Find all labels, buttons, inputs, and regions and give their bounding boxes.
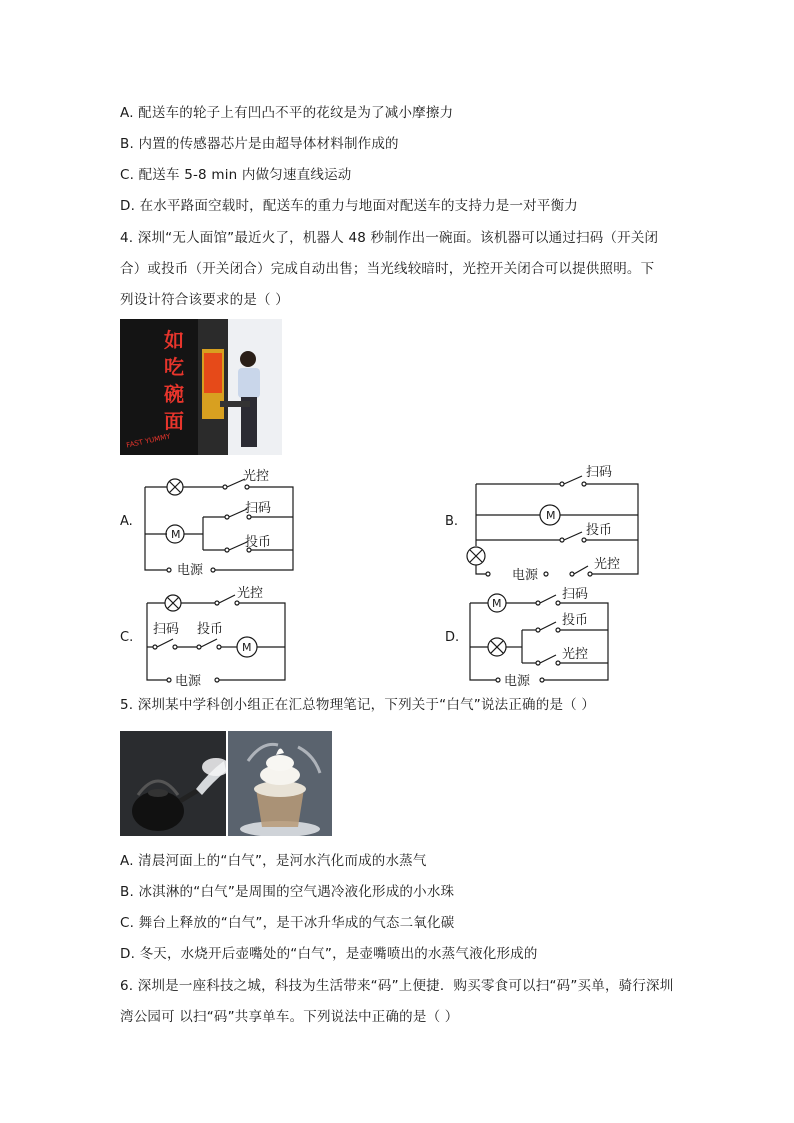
circuit-a-power-label: 电源 <box>177 563 204 577</box>
circuit-b-scan-label: 扫码 <box>586 465 613 480</box>
circuit-d-light-label: 光控 <box>562 647 589 662</box>
q5-stem: 5. 深圳某中学科创小组正在汇总物理笔记，下列关于“白气”说法正确的是（ ） <box>120 697 596 713</box>
q5-option-d: D. 冬天，水烧开后壶嘴处的“白气”，是壶嘴喷出的水蒸气液化形成的 <box>120 946 538 962</box>
circuit-d-diagram <box>460 585 620 690</box>
circuit-b-power-label: 电源 <box>512 568 539 583</box>
circuit-c-motor: M <box>242 641 252 654</box>
photo-sign-char-1: 如 <box>164 328 184 352</box>
circuit-c-label: C. <box>120 630 134 645</box>
circuit-b-diagram <box>460 462 650 584</box>
photo-sign-char-3: 碗 <box>164 382 184 406</box>
circuit-d-coin-label: 投币 <box>562 613 589 628</box>
photo-sign-char-2: 吃 <box>164 355 184 379</box>
q5-option-b: B. 冰淇淋的“白气”是周围的空气遇冷液化形成的小水珠 <box>120 884 455 900</box>
q4-stem-line1: 4. 深圳“无人面馆”最近火了，机器人 48 秒制作出一碗面。该机器可以通过扫码（开关闭 <box>120 230 659 246</box>
circuit-d-motor: M <box>492 597 502 610</box>
q6-stem-line2: 湾公园可 以扫“码”共享单车。下列说法中正确的是（ ） <box>120 1009 459 1025</box>
circuit-a-label: A. <box>120 514 133 529</box>
q4-stem-line3: 列设计符合该要求的是（ ） <box>120 292 289 308</box>
circuit-a-diagram <box>135 462 305 577</box>
kettle-steam-photo <box>120 731 226 836</box>
photo-sign-char-4: 面 <box>164 409 184 433</box>
ice-cream-illustration <box>228 731 332 836</box>
circuit-a-scan-label: 扫码 <box>245 501 272 516</box>
q3-option-b: B. 内置的传感器芯片是由超导体材料制作成的 <box>120 136 399 152</box>
circuit-d-scan-label: 扫码 <box>562 587 589 602</box>
q5-option-a: A. 清晨河面上的“白气”，是河水汽化而成的水蒸气 <box>120 853 427 869</box>
ice-cream-photo <box>228 731 332 836</box>
circuit-b-light-label: 光控 <box>594 557 621 572</box>
circuit-a-light-label: 光控 <box>243 469 270 484</box>
circuit-c-scan-label: 扫码 <box>153 622 180 637</box>
circuit-d-power-label: 电源 <box>504 674 531 689</box>
photo-brand-text: FAST YUMMY <box>125 432 172 450</box>
circuit-c-diagram <box>135 585 295 690</box>
circuit-c-power-label: 电源 <box>175 674 202 689</box>
noodle-machine-photo <box>120 319 282 455</box>
q3-option-a: A. 配送车的轮子上有凹凸不平的花纹是为了减小摩擦力 <box>120 105 454 121</box>
q4-stem-line2: 合）或投币（开关闭合）完成自动出售；当光线较暗时，光控开关闭合可以提供照明。下 <box>120 261 655 277</box>
q3-option-c: C. 配送车 5-8 min 内做匀速直线运动 <box>120 167 352 183</box>
circuit-a-motor: M <box>171 528 181 541</box>
circuit-b-coin-label: 投币 <box>586 523 613 538</box>
q3-option-d: D. 在水平路面空载时，配送车的重力与地面对配送车的支持力是一对平衡力 <box>120 198 578 214</box>
circuit-d-label: D. <box>445 630 460 645</box>
kettle-illustration <box>120 731 226 836</box>
q5-option-c: C. 舞台上释放的“白气”，是干冰升华成的气态二氧化碳 <box>120 915 455 931</box>
noodle-machine-illustration <box>120 319 282 455</box>
circuit-a-coin-label: 投币 <box>245 535 272 550</box>
circuit-b-motor: M <box>546 509 556 522</box>
q6-stem-line1: 6. 深圳是一座科技之城，科技为生活带来“码”上便捷．购买零食可以扫“码”买单，骑行深圳 <box>120 978 674 994</box>
circuit-c-light-label: 光控 <box>237 586 264 601</box>
circuit-c-coin-label: 投币 <box>197 622 224 637</box>
circuit-b-label: B. <box>445 514 459 529</box>
